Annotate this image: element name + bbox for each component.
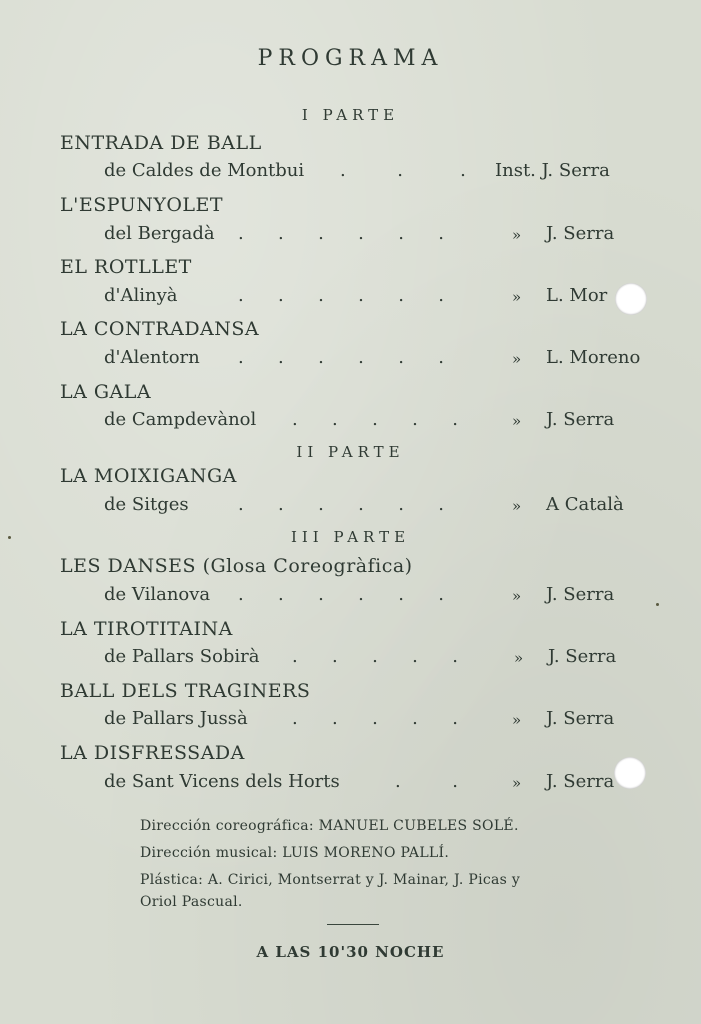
leader-dots: . . . . . bbox=[292, 646, 458, 667]
leader-dots: . . . . . . bbox=[238, 223, 444, 244]
piece-origin: de Pallars Jussà bbox=[104, 708, 248, 729]
piece-credit: J. Serra bbox=[548, 646, 617, 667]
piece-origin: de Pallars Sobirà bbox=[104, 646, 260, 667]
piece-origin: de Vilanova bbox=[104, 584, 211, 605]
piece-origin: de Sitges bbox=[104, 494, 189, 515]
piece-origin: d'Alentorn bbox=[104, 347, 200, 368]
divider bbox=[327, 924, 379, 925]
staff-plastica: Plástica: A. Cirici, Montserrat y J. Mainar, J. Picas y bbox=[140, 872, 521, 888]
ditto-mark: » bbox=[512, 288, 522, 306]
piece-name: BALL DELS TRAGINERS bbox=[60, 680, 311, 702]
piece-name: EL ROTLLET bbox=[60, 256, 192, 278]
ditto-mark: » bbox=[512, 587, 522, 605]
ditto-mark: » bbox=[512, 350, 522, 368]
staff-choreography: Dirección coreográfica: MANUEL CUBELES SOLÉ. bbox=[140, 818, 519, 834]
piece-credit: J. Serra bbox=[546, 223, 615, 244]
part-heading-2: II PARTE bbox=[296, 443, 405, 461]
piece-credit: L. Moreno bbox=[546, 347, 641, 368]
leader-dots: . . . . . . bbox=[238, 347, 444, 368]
leader-dots: . . bbox=[395, 771, 458, 792]
piece-credit: Inst. J. Serra bbox=[495, 160, 610, 181]
punch-hole bbox=[615, 283, 647, 315]
piece-origin: de Campdevànol bbox=[104, 409, 257, 430]
piece-name: LA CONTRADANSA bbox=[60, 318, 260, 340]
piece-name: ENTRADA DE BALL bbox=[60, 132, 262, 154]
paper-speck bbox=[656, 603, 659, 606]
piece-origin: d'Alinyà bbox=[104, 285, 178, 306]
leader-dots: . . . . . bbox=[292, 409, 458, 430]
staff-plastica-cont: Oriol Pascual. bbox=[140, 894, 243, 910]
leader-dots: . . . bbox=[340, 160, 466, 181]
staff-music: Dirección musical: LUIS MORENO PALLÍ. bbox=[140, 845, 450, 861]
piece-credit: J. Serra bbox=[546, 708, 615, 729]
leader-dots: . . . . . bbox=[292, 708, 458, 729]
ditto-mark: » bbox=[512, 226, 522, 244]
ditto-mark: » bbox=[512, 412, 522, 430]
piece-origin: de Sant Vicens dels Horts bbox=[104, 771, 340, 792]
piece-credit: J. Serra bbox=[546, 584, 615, 605]
piece-name: L'ESPUNYOLET bbox=[60, 194, 224, 216]
piece-origin: del Bergadà bbox=[104, 223, 215, 244]
piece-credit: L. Mor bbox=[546, 285, 608, 306]
piece-name: LA TIROTITAINA bbox=[60, 618, 233, 640]
ditto-mark: » bbox=[514, 649, 524, 667]
showtime: A LAS 10'30 NOCHE bbox=[256, 943, 445, 961]
punch-hole bbox=[614, 757, 646, 789]
piece-name: LA GALA bbox=[60, 381, 152, 403]
leader-dots: . . . . . . bbox=[238, 494, 444, 515]
ditto-mark: » bbox=[512, 711, 522, 729]
piece-credit: J. Serra bbox=[546, 771, 615, 792]
leader-dots: . . . . . . bbox=[238, 285, 444, 306]
piece-name: LES DANSES (Glosa Coreogràfica) bbox=[60, 555, 413, 577]
piece-name: LA DISFRESSADA bbox=[60, 742, 245, 764]
piece-credit: J. Serra bbox=[546, 409, 615, 430]
part-heading-3: III PARTE bbox=[290, 528, 411, 546]
piece-origin: de Caldes de Montbui bbox=[104, 160, 305, 181]
paper-speck bbox=[8, 536, 11, 539]
piece-credit: A Català bbox=[546, 494, 624, 515]
ditto-mark: » bbox=[512, 774, 522, 792]
program-title: PROGRAMA bbox=[257, 46, 444, 71]
ditto-mark: » bbox=[512, 497, 522, 515]
leader-dots: . . . . . . bbox=[238, 584, 444, 605]
part-heading-1: I PARTE bbox=[301, 106, 400, 124]
piece-name: LA MOIXIGANGA bbox=[60, 465, 237, 487]
